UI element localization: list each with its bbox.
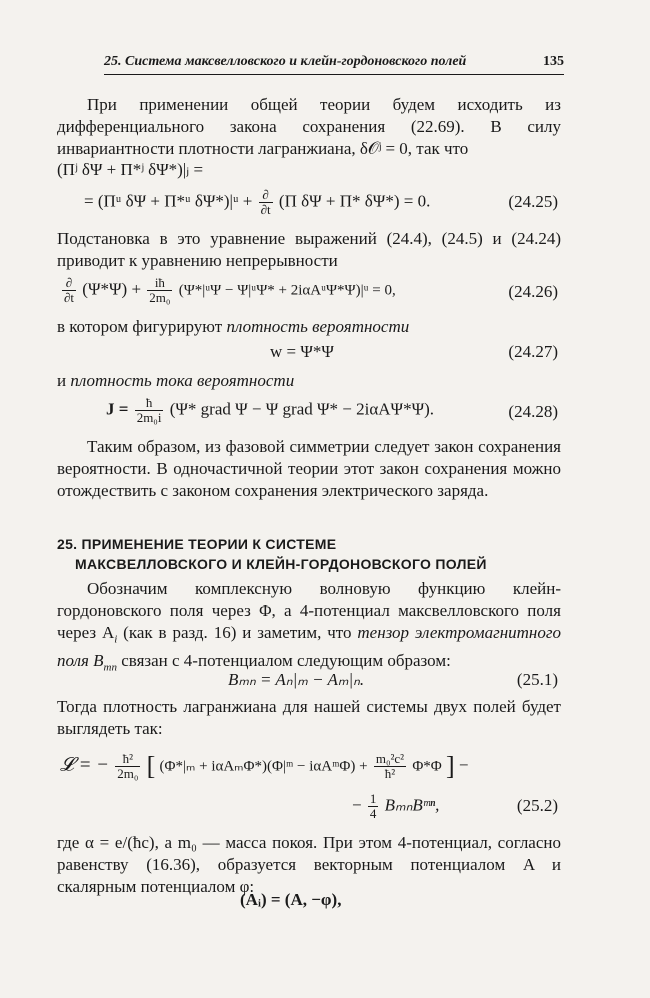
equation-number-25-1: (25.1) — [516, 670, 558, 689]
equation-potential: (Aᵢ) = (A, −φ), — [240, 890, 342, 909]
eq-24-25-part-b: (Π δΨ + Π* δΨ*) = 0. — [278, 191, 431, 211]
term-probability-current: плотность тока вероятности — [70, 371, 295, 390]
left-bracket-icon: [ — [146, 751, 156, 781]
fraction-ih-2m0 — [147, 276, 172, 305]
frac-num: ∂ — [62, 276, 76, 291]
text-prefix: в котором фигурируют — [57, 317, 223, 336]
eq-25-2-line2-b: BₘₙBᵐⁿ, — [384, 795, 440, 815]
equation-25-2-line2 — [352, 792, 439, 821]
eq-24-26-part-a: (Ψ*Ψ) + — [82, 279, 142, 299]
frac-den: ħ² — [384, 766, 396, 781]
text-prefix: и — [57, 371, 67, 390]
equation-number-24-26: (24.26) — [508, 282, 558, 301]
paragraph-substitution: Подстановка в это уравнение выражений (24.4), (24.5) и (24.24) приводит к уравнению непрерывности — [57, 229, 561, 270]
fraction-d-dt — [259, 188, 273, 217]
frac-den: 2m₀i — [136, 410, 162, 425]
equation-24-26 — [60, 276, 396, 305]
frac-num: iħ — [147, 276, 172, 291]
eq-25-2-part-a: 𝓛 = − — [60, 754, 109, 776]
equation-24-25-line1: (Πʲ δΨ + Π*ʲ δΨ*)|ⱼ = — [57, 160, 204, 179]
text-c: связан с 4-потенциалом следующим образом: — [116, 651, 451, 671]
term-probability-density: плотность вероятности — [226, 317, 410, 336]
equation-25-2-line1 — [60, 752, 469, 781]
subscript-i: i — [114, 633, 118, 646]
eq-25-2-part-d: − — [458, 755, 469, 775]
equation-24-25-line2 — [84, 188, 430, 217]
paragraph-density-intro — [57, 316, 561, 338]
subscript-mn: mn — [103, 661, 117, 674]
fraction-1-4 — [368, 792, 379, 821]
text-a: Обозначим комплексную волновую функцию клейн-гордоновского поля через Φ, а 4-потенциал максвелловского поля через A — [57, 579, 561, 642]
equation-25-1: Bₘₙ = Aₙ|ₘ − Aₘ|ₙ. — [228, 670, 365, 689]
frac-num: ∂ — [259, 188, 273, 203]
equation-number-24-27: (24.27) — [508, 342, 558, 361]
equation-number-24-25: (24.25) — [508, 192, 558, 211]
paragraph-current-intro — [57, 370, 561, 392]
section-heading — [57, 534, 561, 574]
eq-24-25-part-a: = (Πᵘ δΨ + Π*ᵘ δΨ*)|ᵘ + — [84, 191, 253, 211]
frac-num: ħ² — [115, 752, 140, 767]
equation-number-24-28: (24.28) — [508, 402, 558, 421]
eq-25-2-part-c: Φ*Φ — [412, 758, 442, 775]
eq-25-2-part-b: (Φ*|ₘ + iαAₘΦ*)(Φ|ᵐ − iαAᵐΦ) + — [159, 758, 368, 775]
equation-24-27: w = Ψ*Ψ — [270, 342, 334, 361]
equation-number-25-2: (25.2) — [516, 796, 558, 815]
section-heading-line2: МАКСВЕЛЛОВСКОГО И КЛЕЙН-ГОРДОНОВСКОГО ПОЛЕЙ — [75, 556, 487, 572]
frac-num: ħ — [135, 396, 164, 411]
term-field-tensor: тензор электромагнитного поля B — [57, 623, 561, 671]
fraction-m0c2-h2 — [374, 752, 406, 781]
eq-24-28-part-a: J = — [106, 399, 129, 419]
paragraph-intro: При применении общей теории будем исходить из дифференциального закона сохранения (22.69). В силу инвариантности плотности лагранжиана, δ𝒪ʲ = 0, так что — [57, 95, 561, 158]
frac-den: ∂t — [260, 202, 271, 217]
running-title: 25. Система максвелловского и клейн-гордоновского полей — [104, 54, 467, 69]
eq-25-2-line2-a: − — [352, 795, 362, 815]
paragraph-conclusion: Таким образом, из фазовой симметрии следует закон сохранения вероятности. В одночастичной теории этот закон сохранения можно отождествить с законом сохранения электрического заряда. — [57, 437, 561, 500]
fraction-h2-2m0 — [115, 752, 140, 781]
paragraph-lagrangian-intro: Тогда плотность лагранжиана для нашей системы двух полей будет выглядеть так: — [57, 697, 561, 738]
text-b: (как в разд. 16) и заметим, что — [117, 623, 358, 642]
paragraph-potential: где α = e/(ħc), а m₀ — масса покоя. При этом 4-потенциал, согласно равенству (16.36), образуется векторным потенциалом A и скалярным потенциалом φ: — [57, 833, 561, 896]
equation-24-28 — [106, 396, 434, 425]
fraction-h-2m0i — [135, 396, 164, 425]
eq-24-28-part-b: (Ψ* grad Ψ − Ψ grad Ψ* − 2iαAΨ*Ψ). — [169, 399, 435, 419]
frac-num: 1 — [369, 791, 377, 806]
frac-den: 2m₀ — [149, 290, 171, 305]
eq-24-26-part-b: (Ψ*|ᵘΨ − Ψ|ᵘΨ* + 2iαAᵘΨ*Ψ)|ᵘ = 0, — [178, 282, 396, 299]
paragraph-notation — [57, 578, 561, 679]
running-header — [104, 52, 564, 75]
frac-den: ∂t — [64, 290, 75, 305]
page-number: 135 — [543, 54, 564, 69]
frac-den: 2m₀ — [117, 766, 139, 781]
fraction-d-dt — [62, 276, 76, 305]
frac-num: m₀²c² — [375, 751, 405, 766]
right-bracket-icon: ] — [446, 751, 455, 781]
section-heading-line1: 25. ПРИМЕНЕНИЕ ТЕОРИИ К СИСТЕМЕ — [57, 536, 337, 552]
frac-den: 4 — [369, 806, 377, 821]
